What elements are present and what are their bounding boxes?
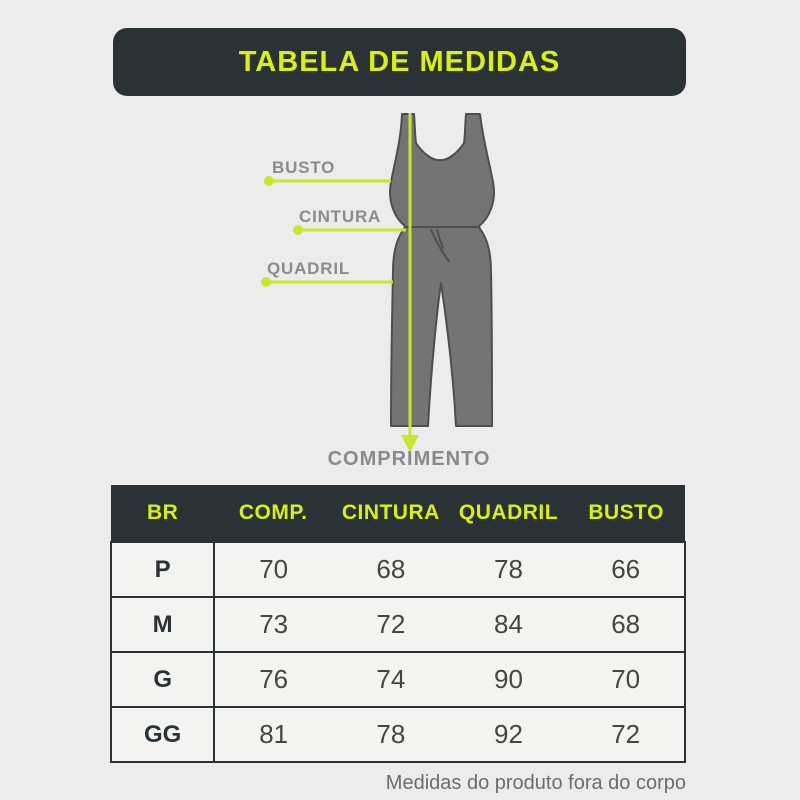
value-cell: 81 [214, 707, 332, 762]
footer-note: Medidas do produto fora do corpo [385, 772, 686, 794]
value-cell: 84 [450, 597, 568, 652]
size-table [110, 485, 686, 763]
value-cell: 72 [567, 707, 685, 762]
value-cell: 68 [567, 597, 685, 652]
page-title: TABELA DE MEDIDAS [238, 45, 561, 78]
size-table-header-row [111, 485, 685, 542]
value-cell: 70 [214, 542, 332, 597]
table-row-g [111, 652, 685, 707]
bust-label: BUSTO [272, 158, 336, 177]
length-label: COMPRIMENTO [327, 448, 491, 470]
hip-label: QUADRIL [267, 259, 351, 278]
value-cell: 72 [332, 597, 450, 652]
value-cell: 90 [450, 652, 568, 707]
header-cintura: CINTURA [332, 485, 450, 542]
value-cell: 78 [332, 707, 450, 762]
size-cell: G [111, 652, 214, 707]
value-cell: 73 [214, 597, 332, 652]
value-cell: 92 [450, 707, 568, 762]
value-cell: 78 [450, 542, 568, 597]
value-cell: 76 [214, 652, 332, 707]
header-br: BR [111, 485, 214, 542]
table-row-p [111, 542, 685, 597]
header-quadril: QUADRIL [450, 485, 568, 542]
header-busto: BUSTO [567, 485, 685, 542]
waist-label: CINTURA [299, 207, 382, 226]
size-cell: GG [111, 707, 214, 762]
size-cell: P [111, 542, 214, 597]
header-comp: COMP. [214, 485, 332, 542]
jumpsuit-silhouette-icon [390, 114, 494, 426]
size-cell: M [111, 597, 214, 652]
value-cell: 66 [567, 542, 685, 597]
value-cell: 68 [332, 542, 450, 597]
value-cell: 74 [332, 652, 450, 707]
value-cell: 70 [567, 652, 685, 707]
table-row-gg [111, 707, 685, 762]
table-row-m [111, 597, 685, 652]
